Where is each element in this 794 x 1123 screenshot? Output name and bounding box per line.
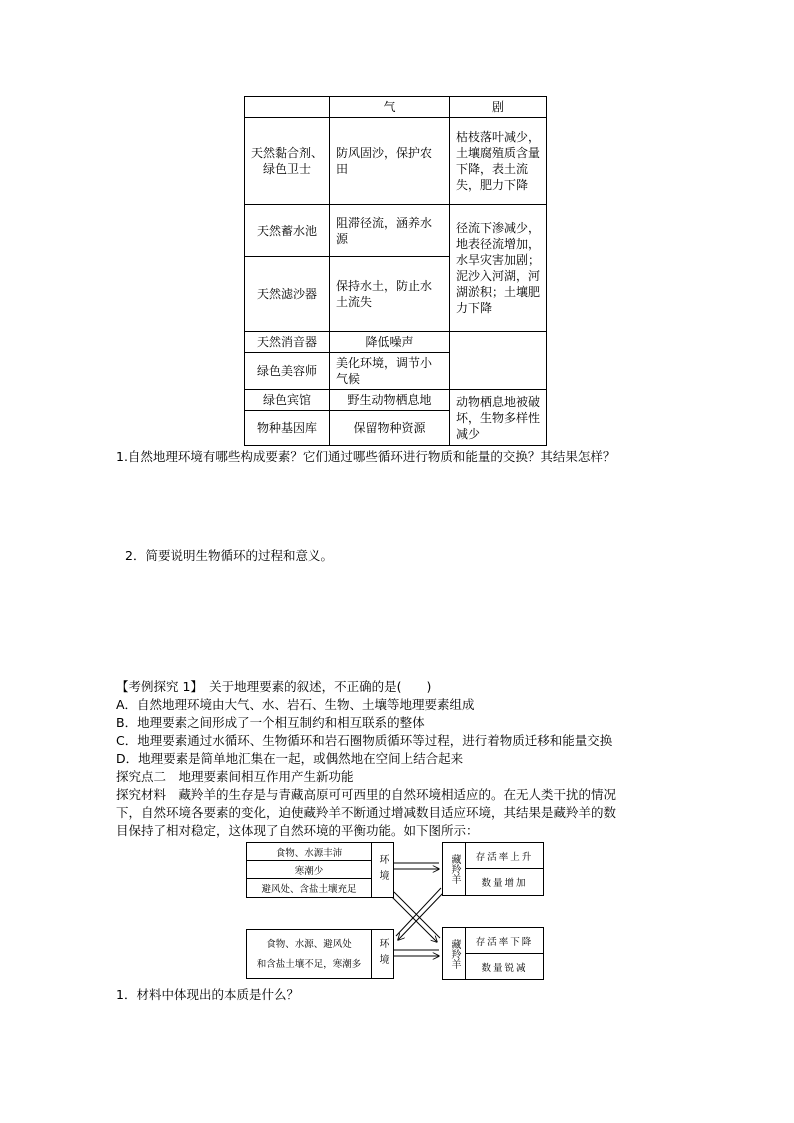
- env-condition: 寒潮少: [247, 861, 371, 879]
- table-cell-name: 天然黏合剂、绿色卫士: [245, 118, 330, 205]
- result-box-increase: [442, 842, 544, 896]
- table-header-row: [245, 97, 547, 118]
- result-text: 存活率上升: [466, 843, 543, 869]
- option-c: C．地理要素通过水循环、生物循环和岩石圈物质循环等过程，进行着物质迁移和能量交换: [116, 733, 613, 748]
- forest-function-table: [244, 96, 547, 446]
- material-line: 下，自然环境各要素的变化，迫使藏羚羊不断通过增减数目适应环境，其结果是藏羚羊的数: [116, 805, 617, 820]
- material-line: 探究材料 藏羚羊的生存是与青藏高原可可西里的自然环境相适应的。在无人类干扰的情况: [116, 787, 617, 802]
- animal-label: 藏羚羊: [449, 938, 460, 969]
- table-cell-name: 天然滤沙器: [245, 257, 330, 332]
- example-title: 【考例探究 1】 关于地理要素的叙述，不正确的是( ): [116, 679, 432, 694]
- table-cell-function: 野生动物栖息地: [330, 390, 450, 411]
- table-cell-function: 降低噪声: [330, 332, 450, 353]
- table-header-cell: [245, 97, 330, 118]
- table-cell-effect: [450, 332, 547, 390]
- env-condition: 和含盐土壤不足，寒潮多: [256, 959, 362, 970]
- table-cell-name: 物种基因库: [245, 411, 330, 446]
- table-cell-function: 阻滞径流，涵养水源: [330, 205, 450, 257]
- table-cell-name: 天然蓄水池: [245, 205, 330, 257]
- env-condition: 食物、水源、避风处: [266, 939, 352, 950]
- table-cell-name: 天然消音器: [245, 332, 330, 353]
- tibetan-antelope-diagram: [246, 840, 546, 980]
- result-text: 数量增加: [481, 878, 528, 889]
- table-row: [245, 332, 547, 353]
- table-row: [245, 205, 547, 257]
- env-condition: 避风处、含盐土壤充足: [261, 884, 357, 895]
- option-a: A．自然地理环境由大气、水、岩石、生物、土壤等地理要素组成: [116, 697, 475, 712]
- question-2: 2．简要说明生物循环的过程和意义。: [125, 548, 333, 563]
- table-header-cell: 剧: [450, 97, 547, 118]
- arrow-line: [398, 892, 444, 940]
- table-cell-effect: 动物栖息地被破坏，生物多样性减少: [450, 390, 547, 446]
- material-line: 目保持了相对稳定，这体现了自然环境的平衡功能。如下图所示：: [116, 823, 479, 838]
- table-cell-function: 防风固沙，保护农田: [330, 118, 450, 205]
- arrow-line: [396, 888, 441, 936]
- arrow-line: [391, 896, 437, 942]
- env-label: 环境: [377, 938, 388, 970]
- question-material: 1．材料中体现出的本质是什么？: [116, 987, 299, 1002]
- env-box-unfavorable: [246, 929, 394, 979]
- table-cell-effect: 枯枝落叶减少，土壤腐殖质含量下降，表土流失，肥力下降: [450, 118, 547, 205]
- result-text: 存活率下降: [466, 928, 543, 954]
- option-d: D．地理要素是简单地汇集在一起，或偶然地在空间上结合起来: [116, 751, 464, 766]
- section-heading: 探究点二 地理要素间相互作用产生新功能: [116, 769, 354, 784]
- env-label: 环境: [377, 854, 388, 886]
- table-cell-name: 绿色美容师: [245, 353, 330, 390]
- table-row: [245, 118, 547, 205]
- table-row: [245, 390, 547, 411]
- table-cell-function: 保留物种资源: [330, 411, 450, 446]
- table-cell-name: 绿色宾馆: [245, 390, 330, 411]
- table-cell-function: 保持水土，防止水土流失: [330, 257, 450, 332]
- animal-label: 藏羚羊: [449, 854, 460, 884]
- env-condition: 食物、水源丰沛: [247, 843, 371, 861]
- result-text: 数量锐减: [481, 962, 528, 974]
- table-cell-effect: 径流下渗减少，地表径流增加，水旱灾害加剧；泥沙入河湖，河湖淤积；土壤肥力下降: [450, 205, 547, 332]
- table-header-cell: 气: [330, 97, 450, 118]
- option-b: B．地理要素之间形成了一个相互制约和相互联系的整体: [116, 715, 425, 730]
- question-1: 1.自然地理环境有哪些构成要素？它们通过哪些循环进行物质和能量的交换？其结果怎样？: [116, 449, 616, 464]
- env-box-favorable: [246, 842, 394, 898]
- table-cell-function: 美化环境，调节小气候: [330, 353, 450, 390]
- result-box-decrease: [442, 927, 544, 980]
